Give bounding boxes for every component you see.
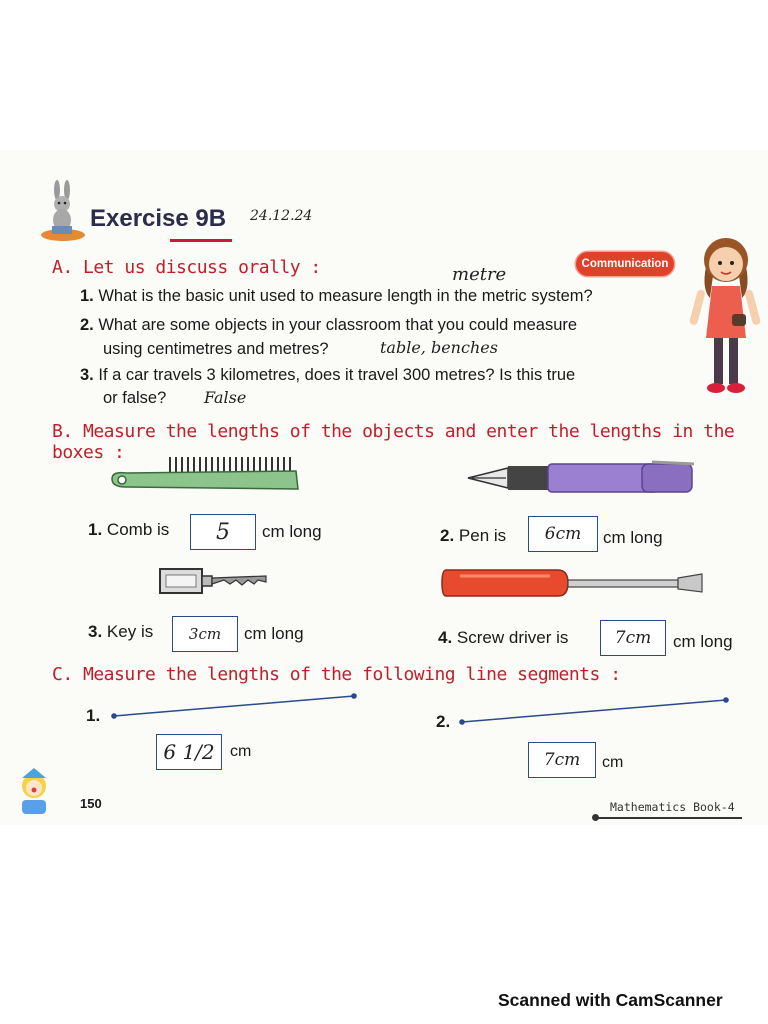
item-b4 — [438, 628, 568, 648]
line-segment-1 — [108, 690, 362, 722]
exercise-title: Exercise 9B — [90, 205, 227, 232]
question-number: 2. — [80, 316, 94, 334]
section-a-heading: A. Let us discuss orally : — [52, 257, 321, 278]
item-unit: cm long — [603, 528, 663, 547]
section-b-heading: B. Measure the lengths of the objects and enter the lengths in the boxes : — [52, 421, 735, 463]
item-label: Comb is — [106, 520, 170, 539]
rabbit-mascot-icon — [38, 180, 88, 242]
item-unit: cm long — [673, 632, 733, 651]
question-a2-line2: using centimetres and metres? — [103, 340, 329, 358]
item-unit: cm long — [244, 624, 304, 643]
item-number: 1. — [88, 520, 103, 539]
question-a3 — [80, 366, 575, 385]
item-b3 — [88, 622, 153, 642]
question-text: What are some objects in your classroom that you could measure — [98, 316, 578, 334]
segment-1-answer-box[interactable]: 6 1/2 — [156, 734, 222, 770]
item-number: 4. — [438, 628, 453, 647]
answer-a1-handwritten: metre — [452, 264, 507, 285]
question-text: If a car travels 3 kilometres, does it travel 300 metres? Is this true — [98, 366, 576, 384]
item-number: 2. — [440, 526, 455, 545]
page-number: 150 — [80, 796, 102, 811]
screwdriver-answer-box[interactable]: 7cm — [600, 620, 666, 656]
item-label: Key is — [106, 622, 154, 641]
handwritten-date: 24.12.24 — [250, 208, 313, 224]
scanner-watermark: Scanned with CamScanner — [498, 990, 723, 1010]
segment-2-answer-box[interactable]: 7cm — [528, 742, 596, 778]
question-a1 — [80, 287, 593, 306]
item-unit: cm long — [262, 522, 322, 541]
segment-1-unit: cm — [230, 743, 252, 760]
pen-icon — [466, 458, 700, 496]
comb-icon — [108, 455, 300, 493]
segment-1-number: 1. — [86, 706, 101, 725]
section-c-heading: C. Measure the lengths of the following line segments : — [52, 664, 621, 685]
question-text: What is the basic unit used to measure length in the metric system? — [98, 287, 593, 305]
item-label: Pen is — [458, 526, 507, 545]
comb-answer-box[interactable]: 5 — [190, 514, 256, 550]
question-number: 1. — [80, 287, 94, 305]
segment-2-number: 2. — [436, 712, 451, 731]
key-answer-box[interactable]: 3cm — [172, 616, 238, 652]
question-a3-line2: or false? — [103, 389, 167, 407]
pen-answer-box[interactable]: 6cm — [528, 516, 598, 552]
title-underline — [170, 239, 232, 242]
question-a2 — [80, 316, 577, 335]
item-number: 3. — [88, 622, 103, 641]
segment-2-unit: cm — [602, 754, 624, 771]
line-segment-2 — [456, 694, 734, 728]
item-b1 — [88, 520, 169, 540]
item-label: Screw driver is — [456, 628, 569, 647]
footer-rule — [596, 817, 742, 819]
screwdriver-icon — [440, 566, 706, 600]
key-icon — [158, 566, 270, 596]
girl-illustration-icon — [688, 228, 764, 398]
communication-badge: Communication — [576, 252, 674, 276]
question-number: 3. — [80, 366, 94, 384]
footer-dot — [592, 814, 599, 821]
book-name: Mathematics Book-4 — [610, 800, 735, 814]
answer-a3-handwritten: False — [204, 388, 247, 407]
answer-a2-handwritten: table, benches — [380, 338, 498, 357]
item-b2 — [440, 526, 506, 546]
clown-mascot-icon — [14, 768, 54, 816]
